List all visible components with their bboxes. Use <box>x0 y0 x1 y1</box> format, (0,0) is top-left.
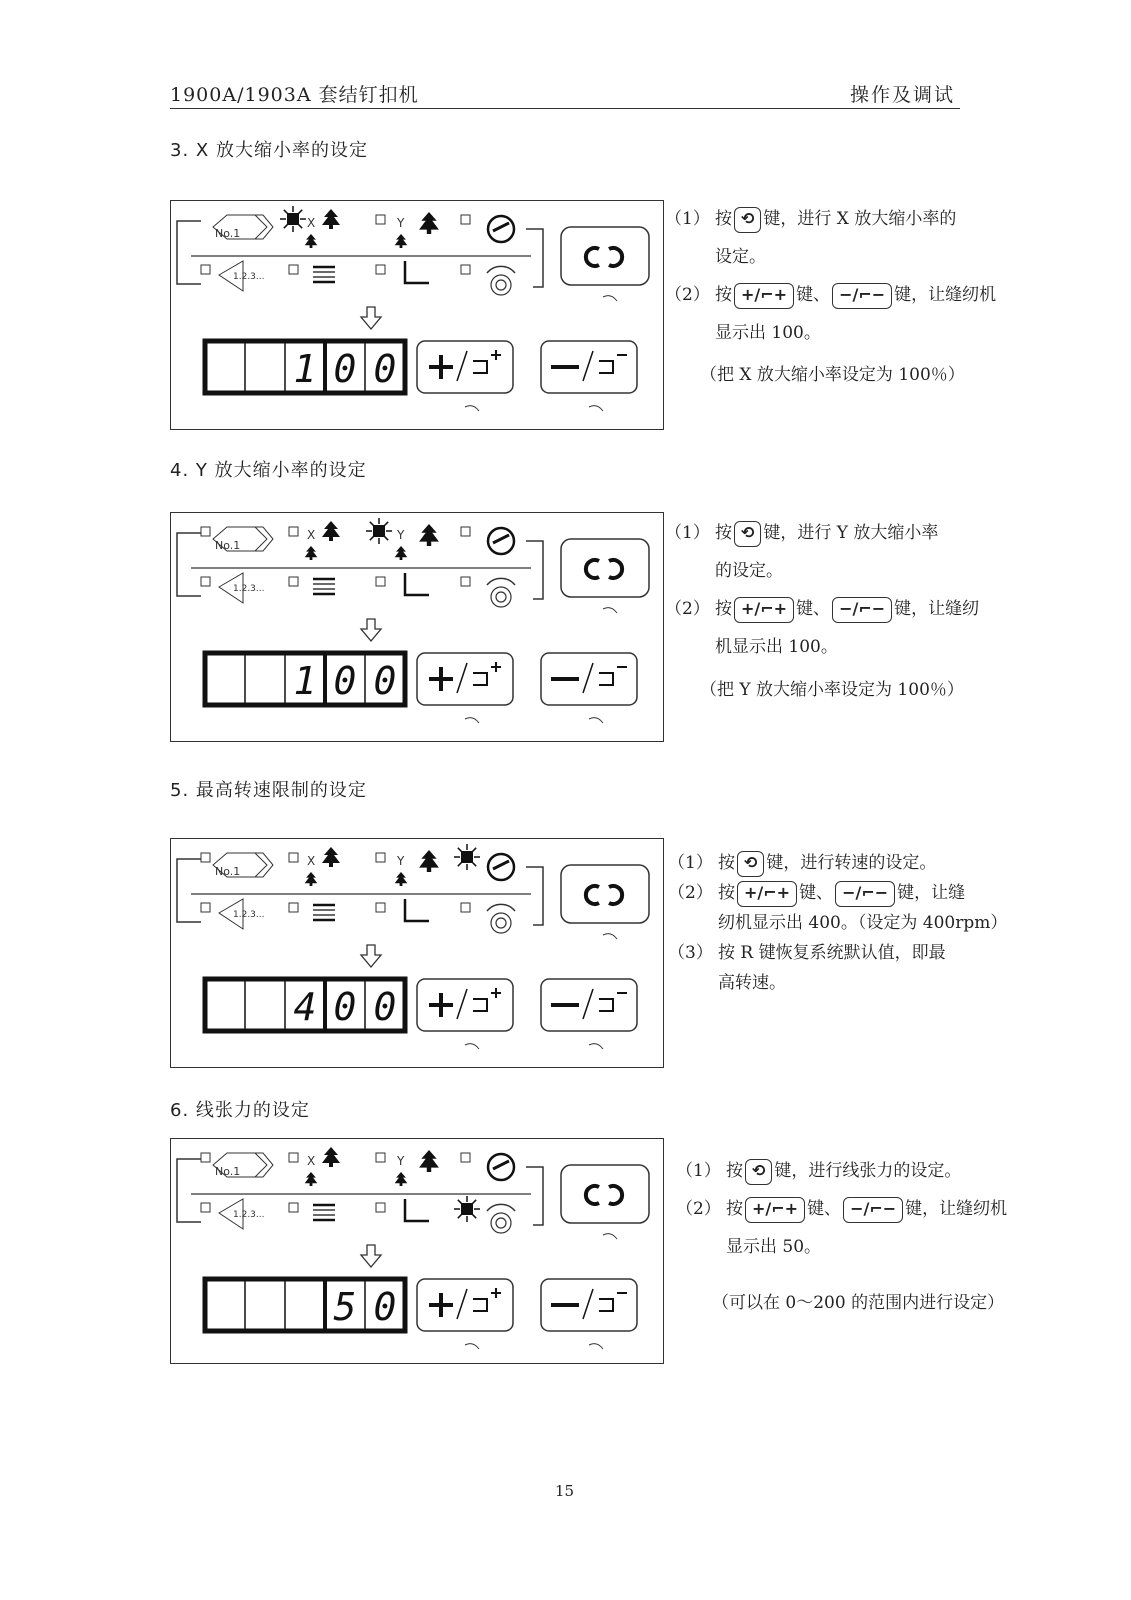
step-number: （2） <box>665 599 710 619</box>
tree-large-icon <box>322 847 340 867</box>
x-label: X <box>307 854 316 868</box>
step-number: （3） <box>668 943 713 963</box>
led-indicator <box>201 577 210 586</box>
panel-drawing <box>171 201 663 429</box>
finger-icon <box>465 406 479 411</box>
step-number: （1） <box>668 853 713 873</box>
step-text <box>715 200 1025 276</box>
down-arrow-icon <box>361 945 381 967</box>
y-label: Y <box>397 528 405 542</box>
key-icon: +/⌐+ <box>734 597 794 623</box>
step-continuation: 显示出 50。 <box>726 1237 822 1257</box>
steps-max-speed <box>668 848 1008 998</box>
finger-icon <box>589 718 603 723</box>
tree-small-icon <box>395 546 408 560</box>
header-divider <box>170 108 960 109</box>
x-label: X <box>307 216 316 230</box>
led-indicator <box>461 265 470 274</box>
tree-y-icon <box>419 212 439 234</box>
step-item <box>668 848 1008 878</box>
step-prefix: 按 <box>715 285 732 305</box>
led-indicator <box>376 903 385 912</box>
y-label: Y <box>397 1154 405 1168</box>
lit-indicator-icon <box>366 518 392 544</box>
program-no-label: No.1 <box>215 1165 241 1178</box>
note-thread-tension: （可以在 0～200 的范围内进行设定） <box>712 1293 1005 1313</box>
step-continuation: 显示出 100。 <box>715 323 821 343</box>
x-label: X <box>307 1154 316 1168</box>
step-continuation: 设定。 <box>715 247 766 267</box>
step-suffix: 键，让缝纫 <box>894 599 980 619</box>
step-text <box>715 590 1025 666</box>
reset-key-icon <box>561 539 649 597</box>
led-indicator <box>376 215 385 224</box>
y-label: Y <box>397 216 405 230</box>
control-panel-thread-tension <box>170 1138 664 1364</box>
step-text <box>726 1152 1056 1190</box>
led-indicator <box>201 853 210 862</box>
step-suffix: 键，进行 X 放大缩小率的 <box>763 209 957 229</box>
display-digit: 0 <box>333 985 357 1029</box>
reset-key-icon <box>561 865 649 923</box>
finger-icon <box>603 1234 617 1239</box>
step-item <box>665 200 1025 276</box>
finger-icon <box>465 1044 479 1049</box>
speed-gauge-icon <box>488 1154 514 1180</box>
tree-y-icon <box>419 524 439 546</box>
display-digit: 1 <box>293 347 317 391</box>
key-icon: −/⌐− <box>843 1197 903 1223</box>
step-suffix: 键，让缝纫机 <box>905 1199 1008 1219</box>
tree-y-icon <box>419 1150 439 1172</box>
display-digit: 0 <box>373 659 397 703</box>
tree-small-icon <box>305 546 318 560</box>
led-indicator <box>201 1153 210 1162</box>
led-indicator <box>376 577 385 586</box>
section-title-y-scale: 4. Y 放大缩小率的设定 <box>170 460 367 481</box>
step-suffix: 键，进行线张力的设定。 <box>774 1161 962 1181</box>
step-item <box>665 276 1025 352</box>
right-bracket <box>526 541 543 599</box>
step-suffix: 按 R 键恢复系统默认值，即最 <box>718 943 946 963</box>
tree-large-icon <box>322 521 340 541</box>
led-indicator <box>461 577 470 586</box>
key-icon: +/⌐+ <box>745 1197 805 1223</box>
left-bracket <box>177 859 201 922</box>
reset-key-icon <box>561 1165 649 1223</box>
finger-icon <box>589 1344 603 1349</box>
sequence-label: 1.2.3... <box>233 272 265 282</box>
tension-dial-icon <box>491 275 511 295</box>
note-x-scale: （把 X 放大缩小率设定为 100％） <box>700 365 965 385</box>
key-icon: −/⌐− <box>835 881 895 907</box>
panel-drawing <box>171 839 663 1067</box>
program-no-label: No.1 <box>215 865 241 878</box>
step-prefix: 按 <box>718 853 735 873</box>
steps-y-scale <box>665 514 1025 666</box>
header-left: 1900A/1903A 套结钉扣机 <box>170 84 419 106</box>
tree-y-icon <box>419 850 439 872</box>
display-digit: 0 <box>373 985 397 1029</box>
step-text <box>718 848 1008 878</box>
finger-icon <box>603 934 617 939</box>
step-prefix: 按 <box>715 523 732 543</box>
tree-large-icon <box>322 209 340 229</box>
step-continuation: 机显示出 100。 <box>715 637 838 657</box>
step-prefix: 按 <box>715 599 732 619</box>
step-prefix: 按 <box>718 883 735 903</box>
step-item <box>676 1190 1056 1266</box>
led-indicator <box>289 903 298 912</box>
step-suffix: 键，进行 Y 放大缩小率 <box>763 523 939 543</box>
lit-indicator-icon <box>280 206 306 232</box>
finger-icon <box>589 406 603 411</box>
step-item <box>665 514 1025 590</box>
key-icon: −/⌐− <box>832 597 892 623</box>
display-digit: 0 <box>373 1285 397 1329</box>
step-item <box>676 1152 1056 1190</box>
section-title-x-scale: 3. X 放大缩小率的设定 <box>170 140 368 161</box>
step-item <box>668 878 1008 938</box>
led-indicator <box>289 853 298 862</box>
step-item <box>668 938 1008 998</box>
key-icon: +/⌐+ <box>734 283 794 309</box>
finger-icon <box>465 1344 479 1349</box>
led-indicator <box>461 215 470 224</box>
sequence-label: 1.2.3... <box>233 1210 265 1220</box>
step-number: （2） <box>676 1199 721 1219</box>
tension-dial-icon <box>491 1213 511 1233</box>
section-title-thread-tension: 6. 线张力的设定 <box>170 1100 310 1121</box>
step-mid: 键、 <box>799 883 834 903</box>
led-indicator <box>461 1153 470 1162</box>
speed-gauge-icon <box>488 528 514 554</box>
step-text <box>715 276 1025 352</box>
step-text <box>715 514 1025 590</box>
sequence-label: 1.2.3... <box>233 584 265 594</box>
step-mid: 键、 <box>796 599 831 619</box>
step-continuation: 高转速。 <box>718 973 786 993</box>
y-label: Y <box>397 854 405 868</box>
step-continuation: 纫机显示出 400。（设定为 400rpm） <box>718 913 1008 933</box>
lit-indicator-icon <box>454 1196 480 1222</box>
step-number: （2） <box>665 285 710 305</box>
tree-large-icon <box>322 1147 340 1167</box>
foot-icon <box>405 573 429 595</box>
step-text <box>726 1190 1056 1266</box>
step-suffix: 键，让缝纫机 <box>894 285 997 305</box>
led-indicator <box>289 577 298 586</box>
step-mid: 键、 <box>796 285 831 305</box>
led-indicator <box>201 1203 210 1212</box>
step-prefix: 按 <box>726 1161 743 1181</box>
finger-icon <box>603 296 617 301</box>
tree-small-icon <box>305 872 318 886</box>
header-right: 操作及调试 <box>850 84 956 106</box>
step-suffix: 键，进行转速的设定。 <box>766 853 937 873</box>
key-icon: +/⌐+ <box>737 881 797 907</box>
display-digit: 4 <box>293 985 317 1029</box>
steps-thread-tension <box>676 1152 1056 1266</box>
steps-x-scale <box>665 200 1025 352</box>
panel-drawing <box>171 1139 663 1367</box>
foot-icon <box>405 1199 429 1221</box>
key-icon: ⟲ <box>734 207 761 233</box>
foot-icon <box>405 899 429 921</box>
program-no-label: No.1 <box>215 539 241 552</box>
note-y-scale: （把 Y 放大缩小率设定为 100％） <box>700 680 964 700</box>
down-arrow-icon <box>361 619 381 641</box>
tree-small-icon <box>305 234 318 248</box>
step-prefix: 按 <box>726 1199 743 1219</box>
finger-icon <box>465 718 479 723</box>
led-indicator <box>289 265 298 274</box>
led-indicator <box>376 265 385 274</box>
key-icon: ⟲ <box>737 851 764 877</box>
program-no-label: No.1 <box>215 227 241 240</box>
tree-small-icon <box>395 1172 408 1186</box>
display-digit: 0 <box>333 347 357 391</box>
tension-dial-icon <box>491 587 511 607</box>
step-number: （1） <box>665 209 710 229</box>
key-icon: −/⌐− <box>832 283 892 309</box>
step-mid: 键、 <box>807 1199 842 1219</box>
led-indicator <box>461 903 470 912</box>
step-item <box>665 590 1025 666</box>
led-indicator <box>461 527 470 536</box>
step-number: （2） <box>668 883 713 903</box>
led-indicator <box>376 853 385 862</box>
led-indicator <box>201 265 210 274</box>
x-label: X <box>307 528 316 542</box>
down-arrow-icon <box>361 1245 381 1267</box>
foot-icon <box>405 261 429 283</box>
tree-small-icon <box>305 1172 318 1186</box>
right-bracket <box>526 229 543 287</box>
display-digit: 0 <box>373 347 397 391</box>
speed-gauge-icon <box>488 854 514 880</box>
lit-indicator-icon <box>454 844 480 870</box>
left-bracket <box>177 221 201 284</box>
display-digit: 0 <box>333 659 357 703</box>
control-panel-max-speed <box>170 838 664 1068</box>
section-title-max-speed: 5. 最高转速限制的设定 <box>170 780 367 801</box>
control-panel-y-scale <box>170 512 664 742</box>
led-indicator <box>201 903 210 912</box>
tension-dial-icon <box>491 913 511 933</box>
key-icon: ⟲ <box>734 521 761 547</box>
panel-drawing <box>171 513 663 741</box>
step-number: （1） <box>676 1161 721 1181</box>
step-number: （1） <box>665 523 710 543</box>
led-indicator <box>201 527 210 536</box>
finger-icon <box>589 1044 603 1049</box>
display-digit: 1 <box>293 659 317 703</box>
right-bracket <box>526 867 543 925</box>
key-icon: ⟲ <box>745 1159 772 1185</box>
led-indicator <box>376 1153 385 1162</box>
display-digit: 5 <box>333 1285 357 1329</box>
sequence-label: 1.2.3... <box>233 910 265 920</box>
led-indicator <box>289 527 298 536</box>
down-arrow-icon <box>361 307 381 329</box>
speed-gauge-icon <box>488 216 514 242</box>
left-bracket <box>177 533 201 596</box>
step-text <box>718 878 1008 938</box>
led-indicator <box>289 1153 298 1162</box>
page-number: 15 <box>555 1482 575 1500</box>
right-bracket <box>526 1167 543 1225</box>
tree-small-icon <box>395 872 408 886</box>
control-panel-x-scale <box>170 200 664 430</box>
step-text <box>718 938 1008 998</box>
step-continuation: 的设定。 <box>715 561 783 581</box>
left-bracket <box>177 1159 201 1222</box>
finger-icon <box>603 608 617 613</box>
step-suffix: 键，让缝 <box>897 883 966 903</box>
step-prefix: 按 <box>715 209 732 229</box>
reset-key-icon <box>561 227 649 285</box>
led-indicator <box>289 1203 298 1212</box>
tree-small-icon <box>395 234 408 248</box>
led-indicator <box>376 1203 385 1212</box>
